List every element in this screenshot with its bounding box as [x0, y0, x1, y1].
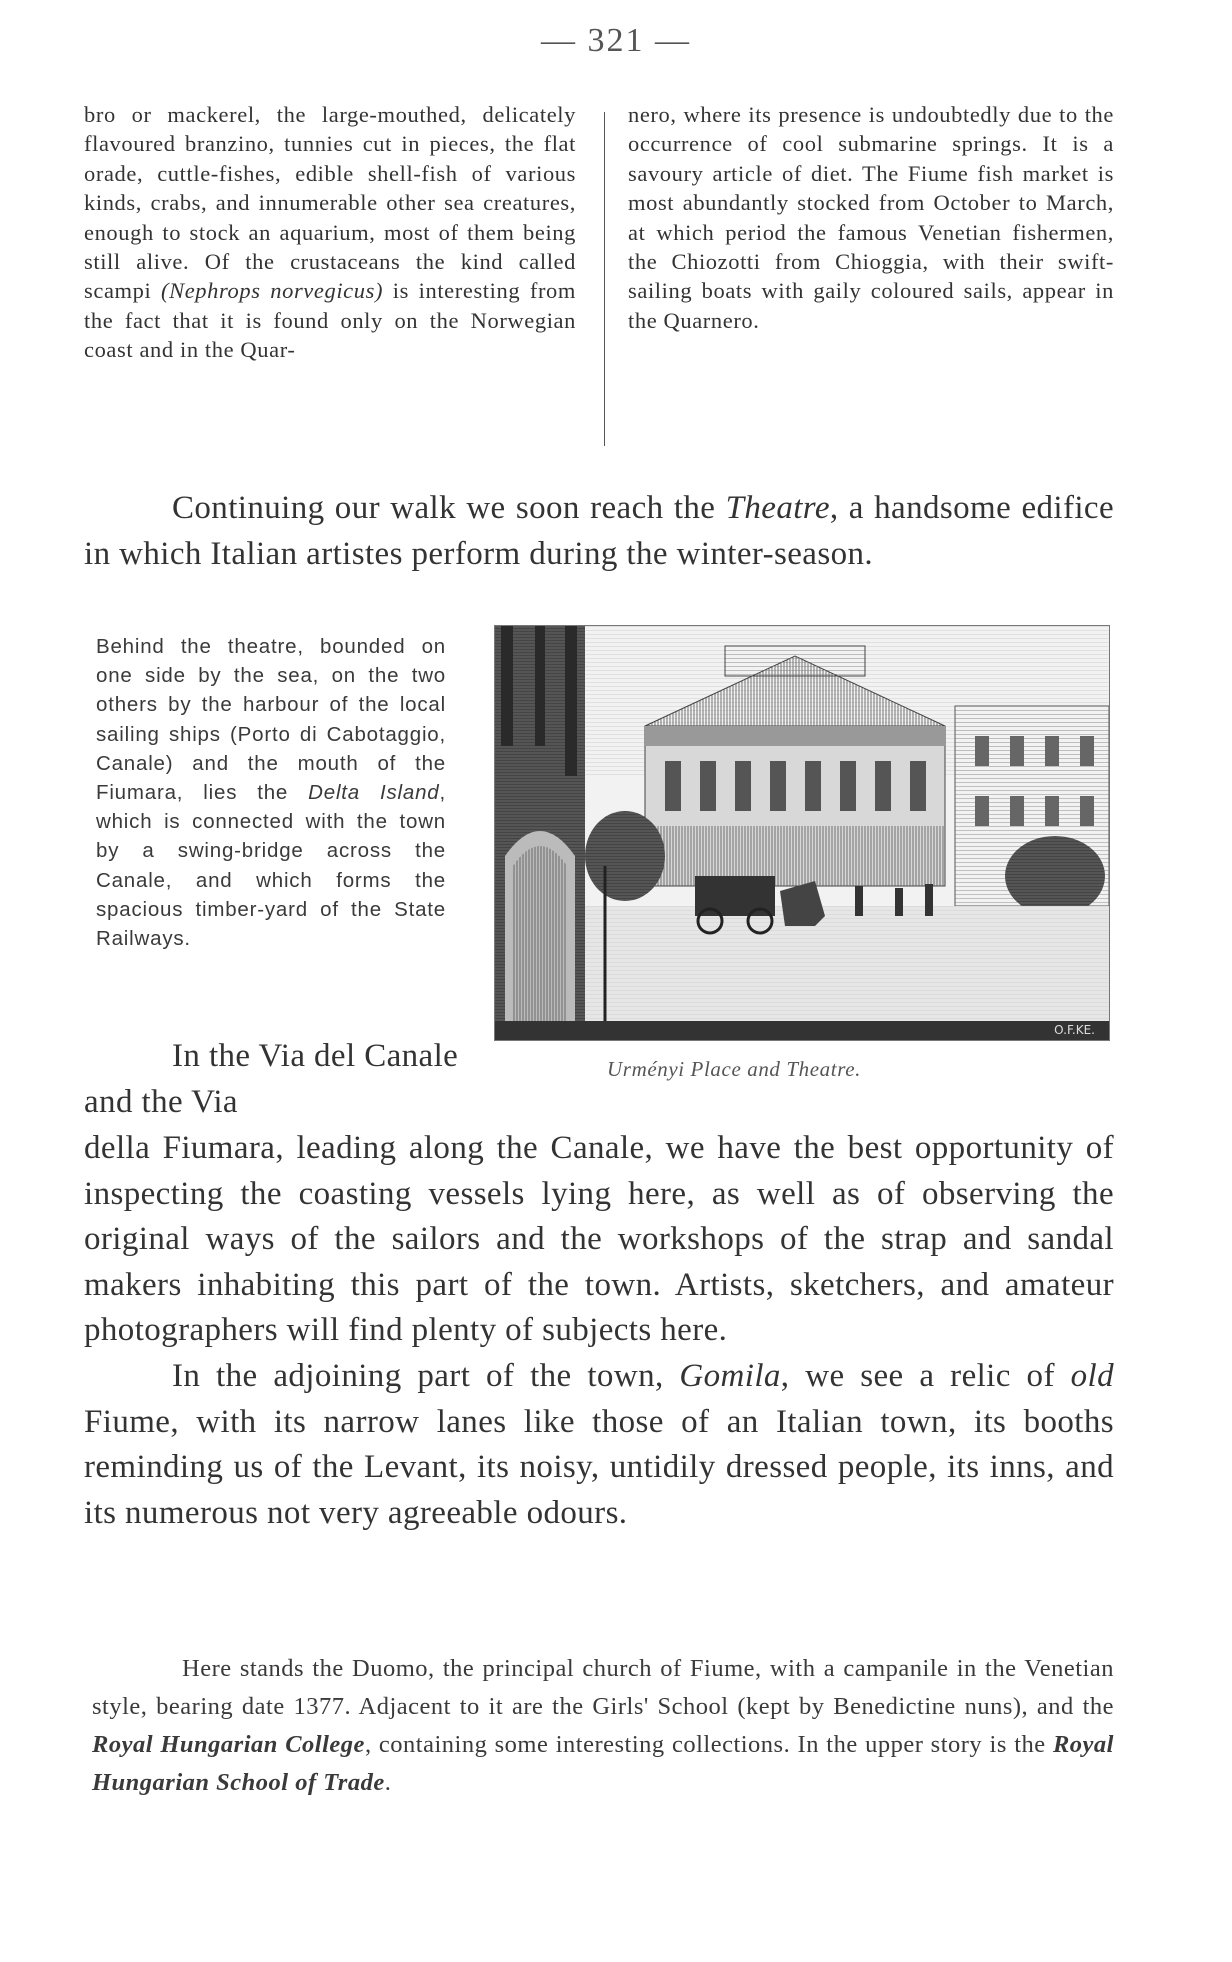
- gomila-text-1: In the adjoining part of the town,: [172, 1357, 680, 1394]
- right-column-text: [628, 100, 1114, 335]
- via-rest-text: della Fiumara, leading along the Canale, we have the best opportunity of inspecting the coasting vessels lying here, as well as of observing the original ways of the sailors and the workshops of the strap and sandal makers inhabiting this part of the town. Artists, sketchers, and amateur photographers will find plenty of subjects here.: [84, 1130, 1114, 1349]
- engraver-signature: O.F.KE.: [1054, 1023, 1095, 1037]
- gomila-text-2: , we see a relic of: [780, 1357, 1071, 1394]
- sidebar-text-2: , which is connected with the town by a swing-bridge across the Canale, and which forms the spacious timber-yard of the State Railways.: [96, 781, 446, 951]
- duomo-text-2: , containing some interesting collections. In the upper story is the: [364, 1731, 1053, 1758]
- figure-caption: Urményi Place and Theatre.: [607, 1057, 861, 1081]
- left-text-1: bro or mackerel, the large-mouthed, delicately flavoured branzino, tunnies cut in pieces, the flat orade, cuttle-fishes, edible shell-fish of various kinds, crabs, and innumerable other sea creatures, enough to stock an aquarium, most of them being still alive. Of the crustaceans the kind called scampi: [84, 102, 576, 304]
- latin-name: (Nephrops norvegicus): [161, 278, 384, 304]
- gomila-text-3: Fiume, with its narrow lanes like those of an Italian town, its booths reminding us of the Levant, its noisy, untidily dressed people, its inns, and its numerous not very agreeable odours.: [84, 1403, 1114, 1531]
- left-text-2: is interesting from the fact that it is found only on the Norwegian coast and in the Quar-: [84, 278, 577, 363]
- duomo-paragraph: [92, 1650, 1114, 1802]
- via-paragraph: [84, 1126, 1114, 1536]
- theatre-illustration: [494, 625, 1110, 1041]
- engraving-svg: [495, 626, 1109, 1040]
- duomo-text-1: Here stands the Duomo, the principal church of Fiume, with a campanile in the Venetian style, bearing date 1377. Adjacent to it are the Girls' School (kept by Benedictine nuns), and the: [92, 1655, 1114, 1720]
- column-divider: [604, 112, 605, 446]
- royal-college-term: Royal Hungarian College: [92, 1731, 365, 1758]
- theatre-term: Theatre: [725, 490, 830, 526]
- gomila-term: Gomila: [679, 1357, 781, 1394]
- page-number: — 321 —: [541, 22, 691, 59]
- continuing-text-1: Continuing our walk we soon reach the: [172, 490, 726, 526]
- right-text-1: nero, where its presence is undoubtedly due to the occurrence of cool submarine springs. It is a savoury article of diet. The Fiume fish market is most abundantly stocked from October to March, at which period the famous Venetian fishermen, the Chiozotti from Chioggia, with their swift-sailing boats with gaily coloured sails, appear in the Quarnero.: [628, 102, 1114, 333]
- via-lead-text: In the Via del Canale and the Via: [84, 1038, 459, 1120]
- continuing-paragraph: [84, 486, 1114, 577]
- continuing-text-2: , a handsome edifice in which Italian artistes perform during the winter-season.: [84, 490, 1115, 572]
- delta-island-term: Delta Island: [308, 781, 440, 805]
- old-term: old: [1070, 1357, 1114, 1394]
- school-of-trade-term: Royal Hungarian School of Trade: [92, 1731, 1114, 1796]
- via-lead-paragraph: [84, 1034, 504, 1125]
- delta-island-paragraph: [96, 632, 446, 953]
- sidebar-text-1: Behind the theatre, bounded on one side by the sea, on the two others by the harbour of the local sailing ships (Porto di Cabotaggio, Canale) and the mouth of the Fiumara, lies the: [96, 635, 446, 805]
- left-column-text: [84, 100, 576, 365]
- duomo-text-3: .: [384, 1769, 392, 1796]
